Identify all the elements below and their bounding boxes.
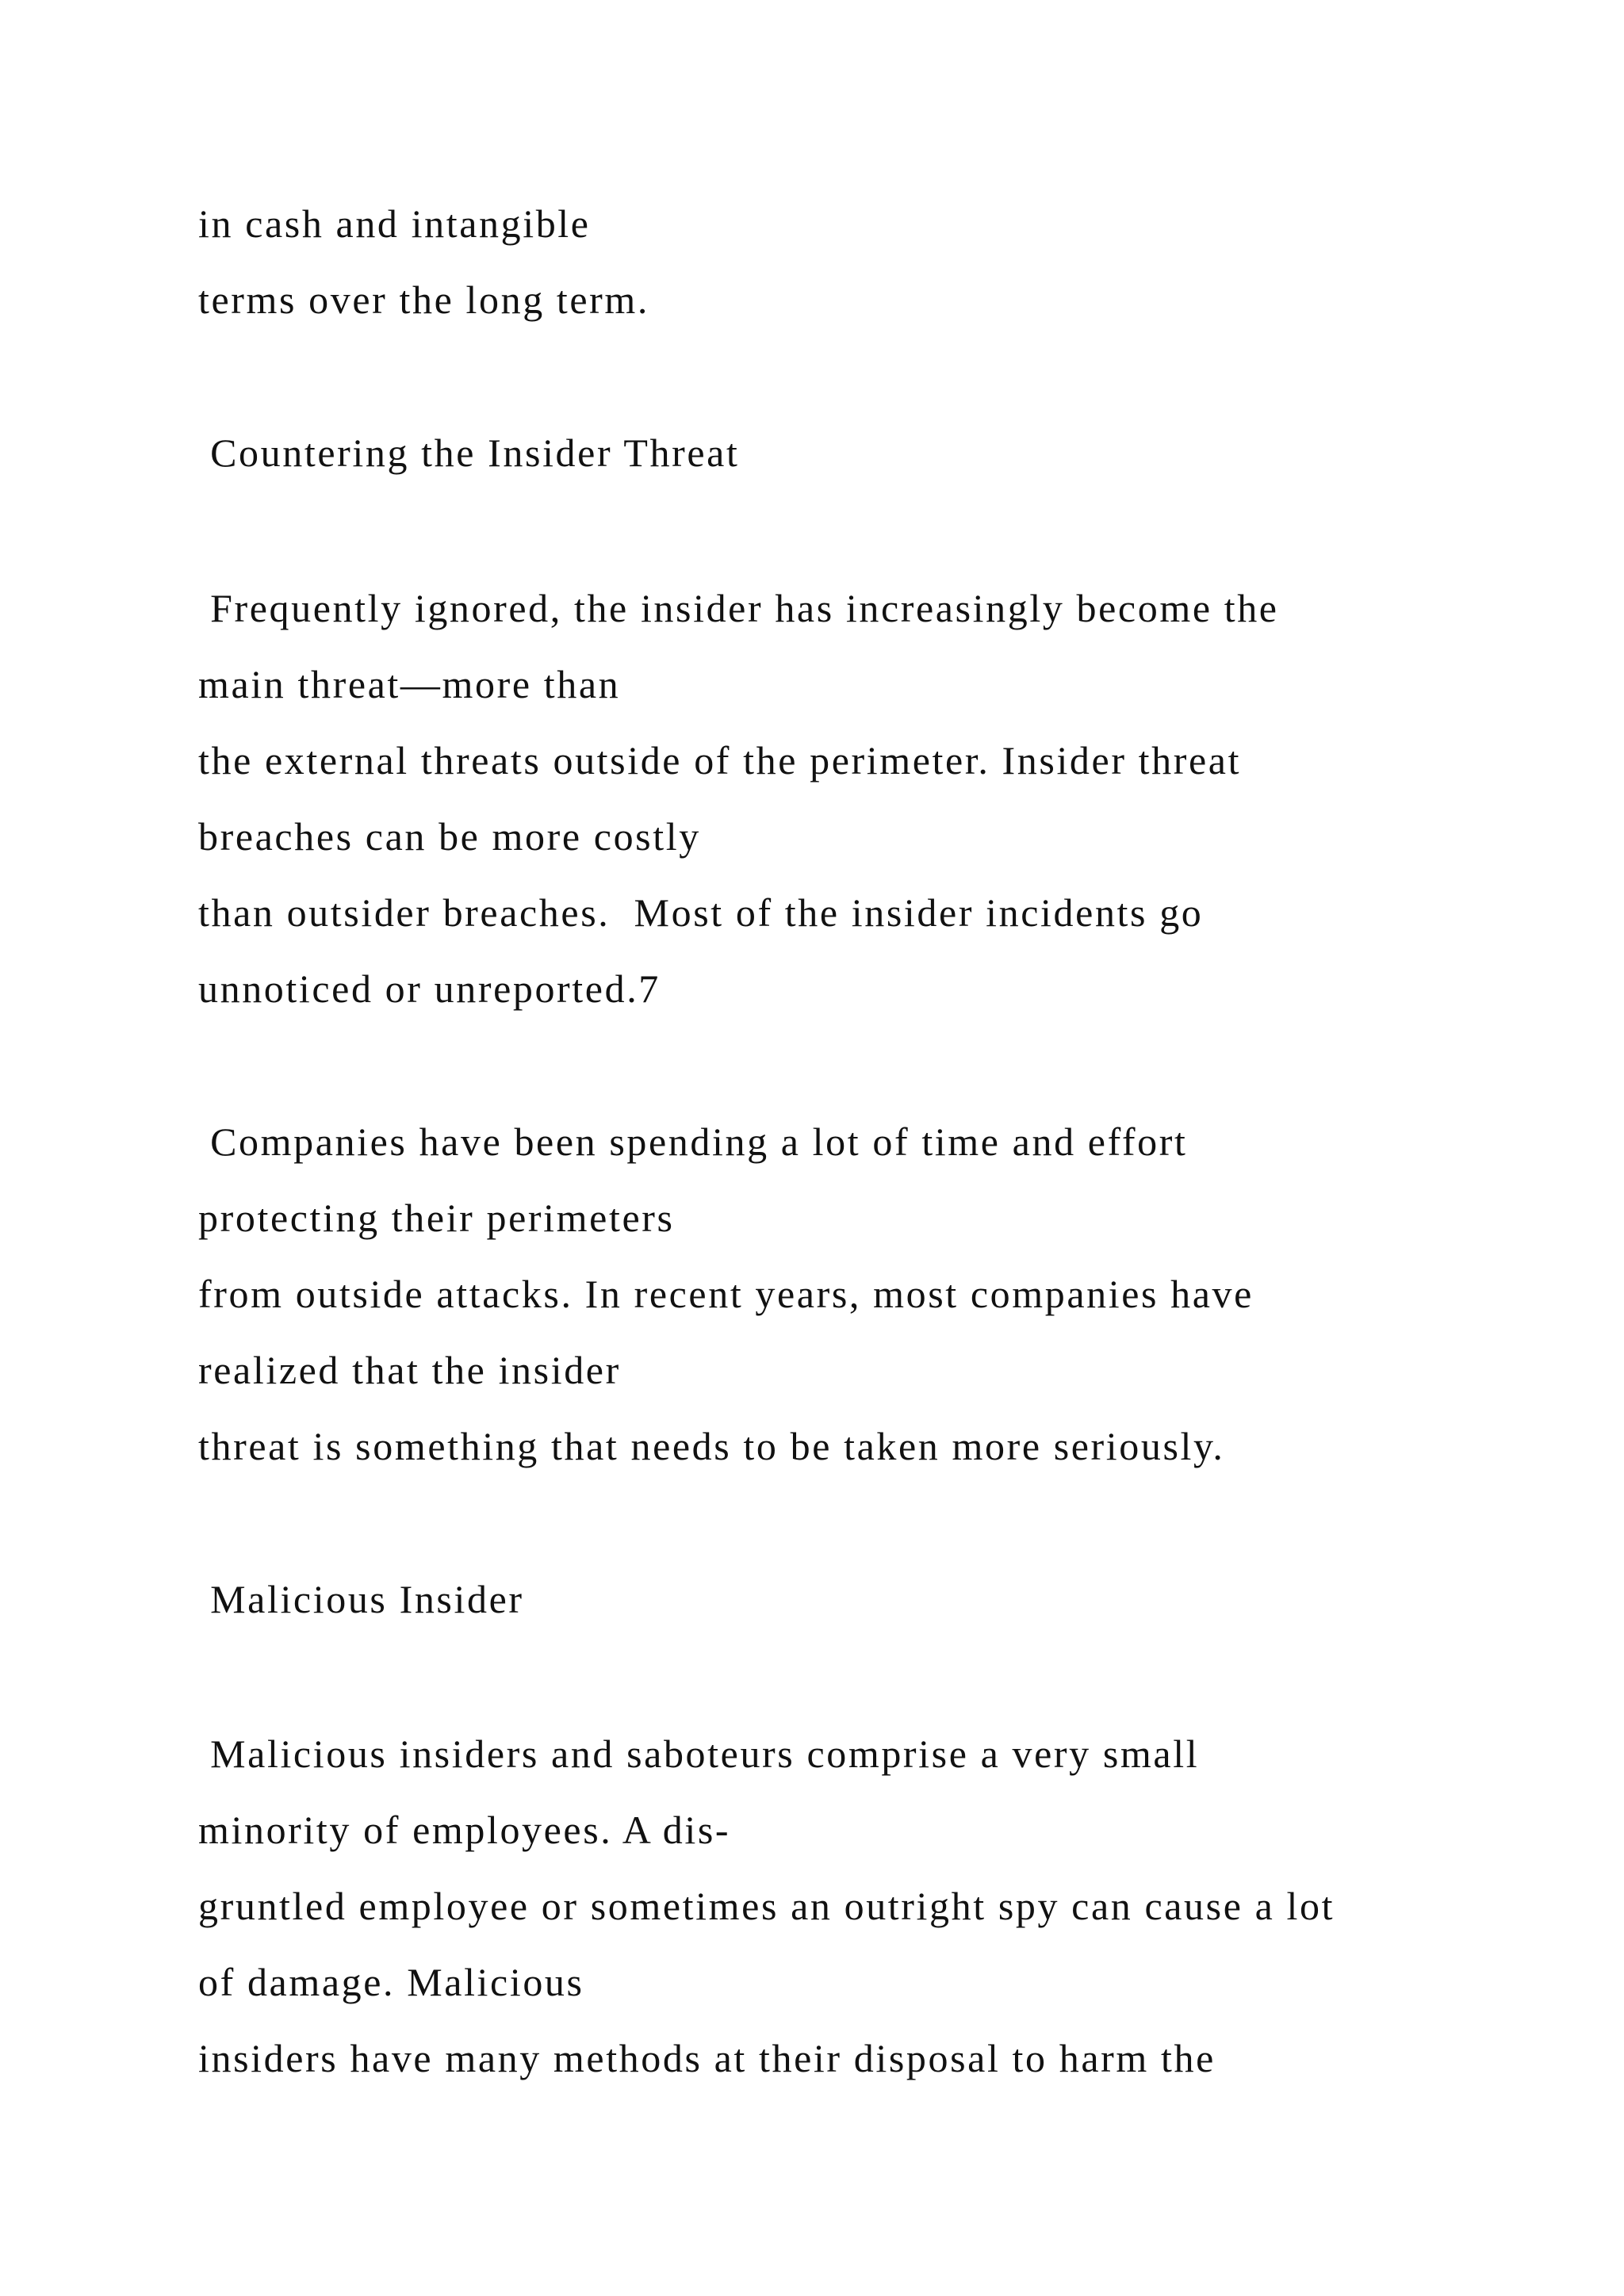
text-line: minority of employees. A dis- [198, 1808, 731, 1852]
text-line: Malicious insiders and saboteurs comprise a very small [198, 1732, 1200, 1776]
text-line: Companies have been spending a lot of time and effort [198, 1119, 1188, 1164]
text-line: insiders have many methods at their disposal to harm the [198, 2036, 1216, 2080]
text-line: threat is something that needs to be taken more seriously. [198, 1424, 1225, 1468]
text-line: Frequently ignored, the insider has increasingly become the [198, 586, 1279, 630]
section-heading: Countering the Insider Threat [198, 430, 740, 475]
text-line: main threat—more than [198, 662, 621, 706]
text-line: from outside attacks. In recent years, most companies have [198, 1272, 1254, 1316]
text-line: of damage. Malicious [198, 1960, 584, 2004]
text-line: gruntled employee or sometimes an outright spy can cause a lot [198, 1884, 1335, 1928]
text-line: than outsider breaches. Most of the insider incidents go [198, 890, 1204, 935]
text-line: in cash and intangible [198, 201, 591, 246]
text-line: the external threats outside of the perimeter. Insider threat [198, 738, 1242, 783]
text-line: unnoticed or unreported.7 [198, 966, 661, 1011]
text-line: breaches can be more costly [198, 814, 701, 859]
text-line: protecting their perimeters [198, 1196, 675, 1240]
text-line: terms over the long term. [198, 277, 650, 322]
section-heading: Malicious Insider [198, 1577, 524, 1621]
text-line: realized that the insider [198, 1348, 621, 1392]
